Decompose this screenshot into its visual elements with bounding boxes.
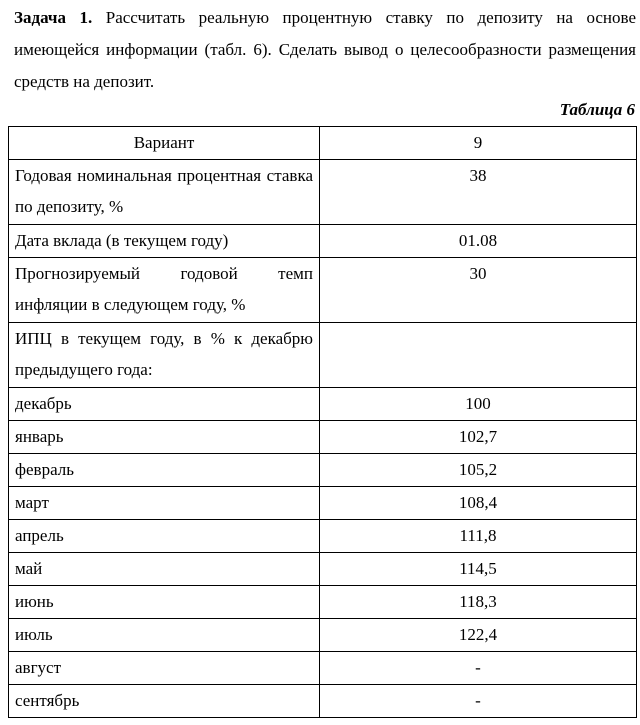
table-row [9,258,637,323]
row-label: ИПЦ в текущем году, в % к декабрю предыдущего года: [9,323,320,388]
row-label: Годовая номинальная процентная ставка по депозиту, % [9,160,320,225]
row-value: 30 [320,258,637,323]
table-row [9,553,637,586]
table-row [9,323,637,388]
row-value: 122,4 [320,619,637,652]
table-row [9,652,637,685]
table-row [9,454,637,487]
row-label: июнь [9,586,320,619]
row-label: март [9,487,320,520]
row-label: апрель [9,520,320,553]
task-lead: Задача 1. [14,8,93,27]
table-body [9,127,637,718]
table-row [9,225,637,258]
row-value: 102,7 [320,421,637,454]
table-row [9,586,637,619]
row-value: 111,8 [320,520,637,553]
row-value: - [320,685,637,718]
row-value: 9 [320,127,637,160]
row-label: сентябрь [9,685,320,718]
row-value: 38 [320,160,637,225]
table-caption: Таблица 6 [559,100,635,119]
row-value: - [320,652,637,685]
row-value: 114,5 [320,553,637,586]
table-row [9,421,637,454]
row-value: 100 [320,388,637,421]
data-table [8,126,637,718]
task-statement [14,2,636,98]
row-label: август [9,652,320,685]
row-label: июль [9,619,320,652]
row-label: декабрь [9,388,320,421]
row-label: Прогнозируемый годовой темп инфляции в следующем году, % [9,258,320,323]
row-value: 118,3 [320,586,637,619]
row-value [320,323,637,388]
row-value: 105,2 [320,454,637,487]
row-label: февраль [9,454,320,487]
table-row [9,127,637,160]
task-text: Рассчитать реальную процентную ставку по депозиту на основе имеющейся информации (табл. 6). Сделать вывод о целесообразности размещения средств на депозит. [14,8,637,91]
row-label: Вариант [9,127,320,160]
row-label: январь [9,421,320,454]
table-row [9,520,637,553]
row-value: 108,4 [320,487,637,520]
table-row [9,685,637,718]
row-value: 01.08 [320,225,637,258]
table-row [9,487,637,520]
row-label: май [9,553,320,586]
row-label: Дата вклада (в текущем году) [9,225,320,258]
table-row [9,619,637,652]
table-row [9,160,637,225]
table-row [9,388,637,421]
